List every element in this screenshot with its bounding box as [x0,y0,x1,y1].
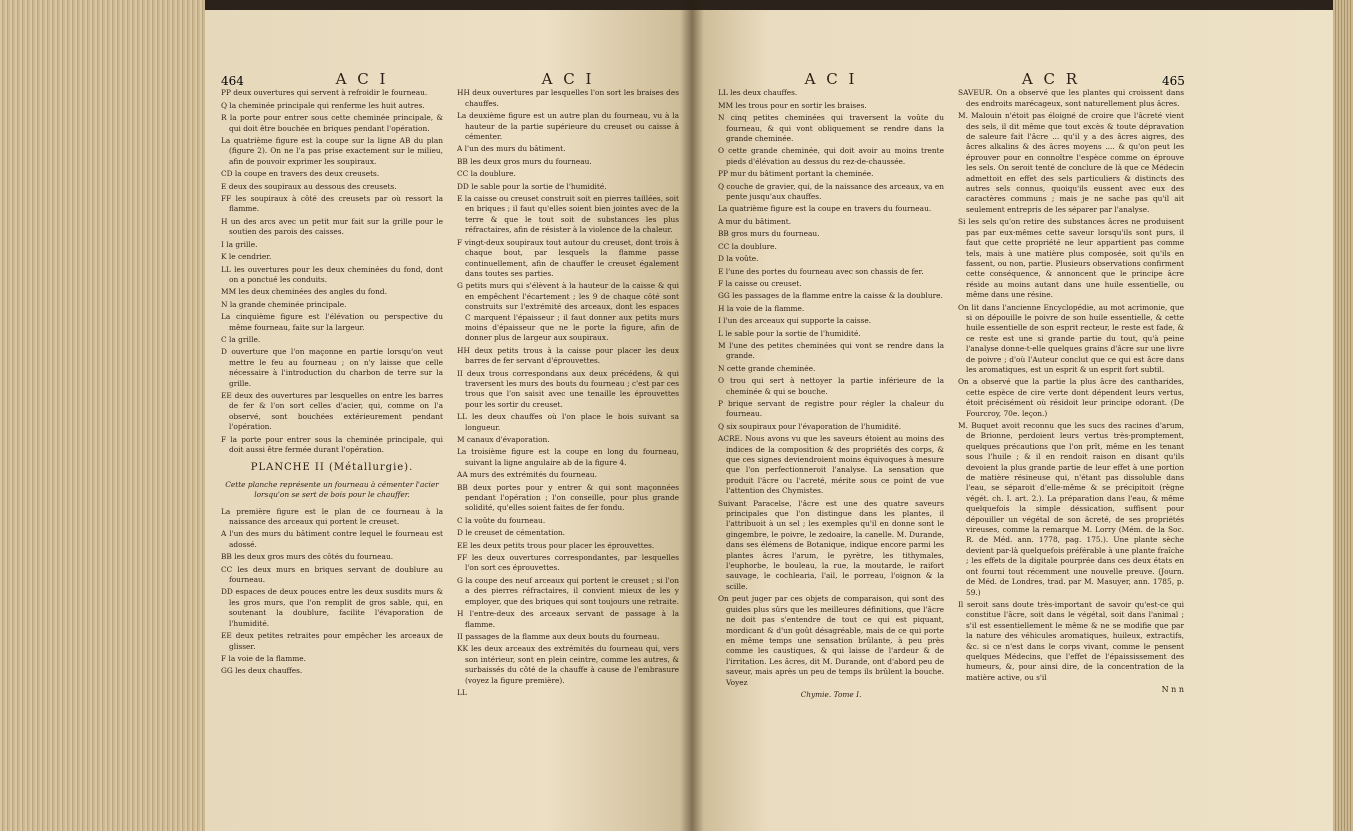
right-column-1 [718,70,944,702]
paragraph: F vingt-deux soupiraux tout autour du creuset, dont trois à chaque bout, par lesquels la flamme passe continuellement, afin de chauffer le creuset également dans toutes ses parties. [457,237,679,278]
paragraph: Q six soupiraux pour l'évaporation de l'humidité. [718,421,902,431]
paragraph: II passages de la flamme aux deux bouts du fourneau. [457,631,660,641]
paragraph: CC la doublure. [457,169,516,179]
paragraph: C la voûte du fourneau. [457,515,546,525]
paragraph: CC la doublure. [718,241,777,251]
paragraph: A mur du bâtiment. [718,216,792,226]
paragraph: LL les deux chauffes où l'on place le bois suivant sa longueur. [457,412,679,432]
paragraph: HH deux ouvertures par lesquelles l'on sort les braises des chauffes. [457,88,679,108]
paragraph: I l'un des arceaux qui supporte la caisse. [718,316,872,326]
page-number: 464 [221,74,244,88]
paragraph: P brique servant de registre pour régler la chaleur du fourneau. [718,398,944,419]
paragraph: HH deux petits trous à la caisse pour placer les deux barres de fer servant d'éprouvettes. [457,345,679,366]
paragraph: N la grande cheminée principale. [221,299,347,309]
paragraph: C la grille. [221,334,261,344]
paragraph: On a observé que la partie la plus âcre des cantharides, cette espèce de cire verte dont dépendent leurs vertus, étoit précisément où résidoit leur principe odorant. (De Fourcroy, 70e. leçon.) [958,377,1184,418]
left-column-2 [457,70,679,700]
right-column-2 [958,70,1184,696]
paragraph: II deux trous correspondans aux deux précédens, & qui traversent les murs des bouts du fourneau ; c'est par ces trous que l'on saisit avec une tenaille les éprouvettes pour les sortir du creuset. [457,368,679,409]
paragraph: H un des arcs avec un petit mur fait sur la grille pour le soutien des parois des caisses. [221,216,443,237]
paragraph: D la voûte. [718,254,759,264]
paragraph: H la voie de la flamme. [718,303,805,313]
paragraph: AA murs des extrémités du fourneau. [457,470,597,480]
paragraph: MM les deux cheminées des angles du fond. [221,287,387,297]
paragraph: D le creuset de cémentation. [457,528,566,538]
paragraph: LL [457,687,467,697]
paragraph: E deux des soupiraux au dessous des creusets. [221,181,397,191]
paragraph: PP mur du bâtiment portant la cheminée. [718,169,874,179]
paragraph: A l'un des murs du bâtiment contre lequel le fourneau est adossé. [221,529,443,549]
paragraph: Il seroit sans doute très-important de savoir qu'est-ce qui constitue l'âcre, soit dans le végétal, soit dans l'animal ; s'il est essentiellement le même & ne se modifie que par la nature des véhicules aromatiques, huileux, extractifs, &c. si ce n'est dans le corps vivant, comme le pensent quelques Médecins, que l'effet de l'épaississement des humeurs, &, pour ainsi dire, de la concentration de la matière active, ou s'il [958,599,1184,682]
running-head: A C I [335,70,389,88]
paragraph: LL les ouvertures pour les deux cheminées du fond, dont on a ponctué les conduits. [221,264,443,284]
book-gutter [680,0,704,831]
paragraph: G la coupe des neuf arceaux qui portent le creuset ; si l'on a des pierres réfractaires, il convient mieux de les y employer, que des briques qui sont toujours une retraite. [457,575,679,606]
paragraph: CD la coupe en travers des deux creusets. [221,169,380,179]
paragraph: I la grille. [221,239,258,249]
paragraph: K le cendrier. [221,252,272,262]
paragraph: DD le sable pour la sortie de l'humidité. [457,181,607,191]
paragraph: FF les deux ouvertures correspondantes, par lesquelles l'on sort ces éprouvettes. [457,553,679,573]
paragraph: MM les trous pour en sortir les braises. [718,100,867,110]
paragraph: SAVEUR. On a observé que les plantes qui croissent dans des endroits marécageux, sont naturellement plus âcres. [958,88,1184,108]
signature-mark: N n n [1161,685,1184,695]
paragraph: M. Buquet avoit reconnu que les sucs des racines d'arum, de Brionne, perdoient leurs vertus très-promptement, quelques précautions que l'on prît, même en les tenant sous l'huile ; & il en rendoit raison en disant qu'ils devoient la plus grande partie de leur effet à une portion de matière résineuse qui, n'étant pas dissoluble dans l'eau, se séparoit d'elle-même & se précipitoit (règne végét. ch. I. art. 2.). La préparation dans l'eau, & même quelquefois la simple déssication, suffisent pour dépouiller un végétal de son âcreté, de ses propriétés vireuses, comme la remarque M. Lorry (Mém. de la Soc. R. de Méd. ann. 1778, pag. 175.). Une plante sèche devient par-là quelquefois préférable à une plante fraîche ; les effets de la digitale pourprée dans ces deux états en ont fourni tout récemment une nouvelle preuve. (Journ. de Méd. de Londres, trad. par M. Masuyer, ann. 1785, p. 59.) [958,421,1184,597]
page-edges-left [0,0,205,831]
left-column-1 [221,70,443,679]
page-edges-right [1333,0,1353,831]
paragraph: EE deux petites retraites pour empêcher les arceaux de glisser. [221,631,443,651]
paragraph: Suivant Paracelse, l'âcre est une des quatre saveurs principales que l'on distingue dans les plantes, il l'attribuoit à un sel ; les exemples qu'il en donne sont le gingembre, le poivre, le zedoaire, la canelle. M. Durande, dans ses élémens de Botanique, indique encore parmi les plantes âcres l'arum, le pyrètre, les tithymales, l'euphorbe, le bouleau, la rue, la moutarde, le raifort sauvage, le cochlearia, l'ail, le porreau, l'oignon & la scille. [718,498,944,591]
plate-title: PLANCHE II (Métallurgie). [250,462,414,474]
paragraph: On lit dans l'ancienne Encyclopédie, au mot acrimonie, que si on dépouille le poivre de son huile essentielle, & cette huile essentielle de son esprit recteur, le reste est fade, & ce reste est une si grande partie du tout, qu'à peine l'analyse donne-t-elle quelques grains d'âcre sur une livre de poivre ; d'où l'Auteur conclut que ce qui est âcre dans les aromatiques, est un esprit & un esprit fort subtil. [958,302,1184,374]
paragraph: D ouverture que l'on maçonne en partie lorsqu'on veut mettre le feu au fourneau ; on n'y laisse que celle nécessaire à l'introduction du charbon de terre sur la grille. [221,347,443,388]
paragraph: La quatrième figure est la coupe en travers du fourneau. [718,204,932,214]
page-number: 465 [1162,74,1185,88]
paragraph: M l'une des petites cheminées qui vont se rendre dans la grande. [718,340,944,361]
paragraph: La première figure est le plan de ce fourneau à la naissance des arceaux qui portent le creuset. [221,506,443,527]
paragraph: DD espaces de deux pouces entre les deux susdits murs & les gros murs, que l'on remplit de gros sable, qui, en soutenant la doublure, facilite l'évaporation de l'humidité. [221,587,443,628]
paragraph: La troisième figure est la coupe en long du fourneau, suivant la ligne angulaire ab de la figure 4. [457,447,679,467]
paragraph: F la porte pour entrer sous la cheminée principale, qui doit aussi être fermée durant l'opération. [221,434,443,454]
paragraph: GG les deux chauffes. [221,666,303,676]
paragraph: M. Malouin n'étoit pas éloigné de croire que l'âcreté vient des sels, il dit même que tout excès & toute dépravation de saleure fait l'âcre ... qu'il y a des âcres aigres, des âcres alkalins & des âcres moyens .... & qu'on peut les éprouver pour en connoître l'espèce comme on éprouve les sels. On seroit tenté de conclure de là que ce Médecin admettoit en effet des sels particuliers & distincts des autres sels connus, quoiqu'ils eussent avec eux des caractères communs ; mais je ne sache pas qu'il ait seulement entrepris de les séparer par l'analyse. [958,111,1184,214]
paragraph: Q couche de gravier, qui, de la naissance des arceaux, va en pente jusqu'aux chauffes. [718,181,944,202]
plate-caption: Cette planche représente un fourneau à cémenter l'acier lorsqu'on se sert de bois pour le chauffer. [225,479,439,500]
paragraph: BB les deux gros murs des côtés du fourneau. [221,552,394,562]
paragraph: R la porte pour entrer sous cette cheminée principale, & qui doit être bouchée en briques pendant l'opération. [221,113,443,133]
paragraph: N cinq petites cheminées qui traversent la voûte du fourneau, & qui vont obliquement se rendre dans la grande cheminée. [718,113,944,144]
paragraph: LL les deux chauffes. [718,88,798,98]
paragraph: N cette grande cheminée. [718,363,816,373]
paragraph: ACRE. Nous avons vu que les saveurs étoient au moins des indices de la composition & des propriétés des corps, & que ces signes deviendroient moins équivoques à mesure que l'on perfectionneroit l'analyse. La sensation que produit l'âcre ou l'acreté, mérite sous ce point de vue l'attention des Chymistes. [718,434,944,496]
paragraph: BB deux portes pour y entrer & qui sont maçonnées pendant l'opération ; l'on conseille, pour plus grande solidité, qu'elles soient faites de fer fondu. [457,482,679,513]
paragraph: O trou qui sert à nettoyer la partie inférieure de la cheminée & qui se bouche. [718,376,944,396]
paragraph: On peut juger par ces objets de comparaison, qui sont des guides plus sûrs que les meilleures définitions, que l'âcre ne doit pas s'entendre de tout ce qui est piquant, mordicant & d'un goût désagréable, mais de ce qui porte en même temps une sensation brûlante, à peu près comme les caustiques, & qui laisse de l'ardeur & de l'irritation. Les âcres, dit M. Durande, ont d'abord peu de saveur, mais après un peu de temps ils brûlent la bouche. Voyez [718,594,944,687]
paragraph: Q la cheminée principale qui renferme les huit autres. [221,100,425,110]
paragraph: BB gros murs du fourneau. [718,229,820,239]
paragraph: O cette grande cheminée, qui doit avoir au moins trente pieds d'élévation au dessus du rez-de-chaussée. [718,146,944,166]
running-head: A C I [804,70,858,88]
paragraph: A l'un des murs du bâtiment. [457,144,566,154]
paragraph: H l'entre-deux des arceaux servant de passage à la flamme. [457,609,679,629]
right-page [692,10,1333,831]
paragraph: La deuxième figure est un autre plan du fourneau, vu à la hauteur de la partie supérieure du creuset ou caisse à cémenter. [457,111,679,142]
paragraph: La quatrième figure est la coupe sur la ligne AB du plan (figure 2). On ne l'a pas prise exactement sur le milieu, afin de pouvoir exprimer les soupiraux. [221,136,443,166]
paragraph: F la caisse ou creuset. [718,278,802,288]
paragraph: GG les passages de la flamme entre la caisse & la doublure. [718,291,943,301]
paragraph: FF les soupiraux à côté des creusets par où ressort la flamme. [221,194,443,214]
paragraph: EE deux des ouvertures par lesquelles on entre les barres de fer & l'on sort celles d'acier, qui, comme on l'a observé, sont bouchées extérieurement pendant l'opération. [221,390,443,432]
paragraph: EE les deux petits trous pour placer les éprouvettes. [457,540,655,550]
paragraph: CC les deux murs en briques servant de doublure au fourneau. [221,564,443,585]
running-head: A C I [541,70,595,88]
paragraph: F la voie de la flamme. [221,653,306,663]
running-head: A C R [1021,70,1081,88]
volume-footer: Chymie. Tome I. [800,689,862,699]
paragraph: M canaux d'évaporation. [457,435,550,444]
paragraph: L le sable pour la sortie de l'humidité. [718,328,861,338]
paragraph: E la caisse ou creuset construit soit en pierres taillées, soit en briques ; il faut qu'elles soient bien jointes avec de la terre & que le tout soit de substances les plus réfractaires, afin de résister à la violence de la chaleur. [457,194,679,235]
paragraph: G petits murs qui s'élèvent à la hauteur de la caisse & qui en empêchent l'écartement ; les 9 de chaque côté sont construits sur l'extrémité des arceaux, dont les espaces C marquent l'épaisseur ; il faut donner aux petits murs moins d'épaisseur que ne le porte la figure, afin de donner plus de largeur aux soupiraux. [457,281,679,343]
left-page [205,10,692,831]
paragraph: E l'une des portes du fourneau avec son chassis de fer. [718,266,924,276]
paragraph: Si les sels qu'on retire des substances âcres ne produisent pas par eux-mêmes cette saveur lorsqu'ils sont purs, il faut que cette propriété ne leur appartient pas comme tels, mais à une matière plus composée, soit qu'ils en fassent, ou non, partie. Plusieurs observations confirment cette conséquence, & annoncent que le principe âcre réside au moins autant dans une huile essentielle, ou même dans une résine. [958,217,1184,300]
paragraph: PP deux ouvertures qui servent à refroidir le fourneau. [221,88,428,98]
paragraph: BB les deux gros murs du fourneau. [457,156,592,166]
paragraph: La cinquième figure est l'élévation ou perspective du même fourneau, faite sur la largeur. [221,312,443,332]
paragraph: KK les deux arceaux des extrémités du fourneau qui, vers son intérieur, sont en plein ceintre, comme les autres, & surbaissés du côté de la chauffe à cause de l'embrasure (voyez la figure première). [457,644,679,685]
